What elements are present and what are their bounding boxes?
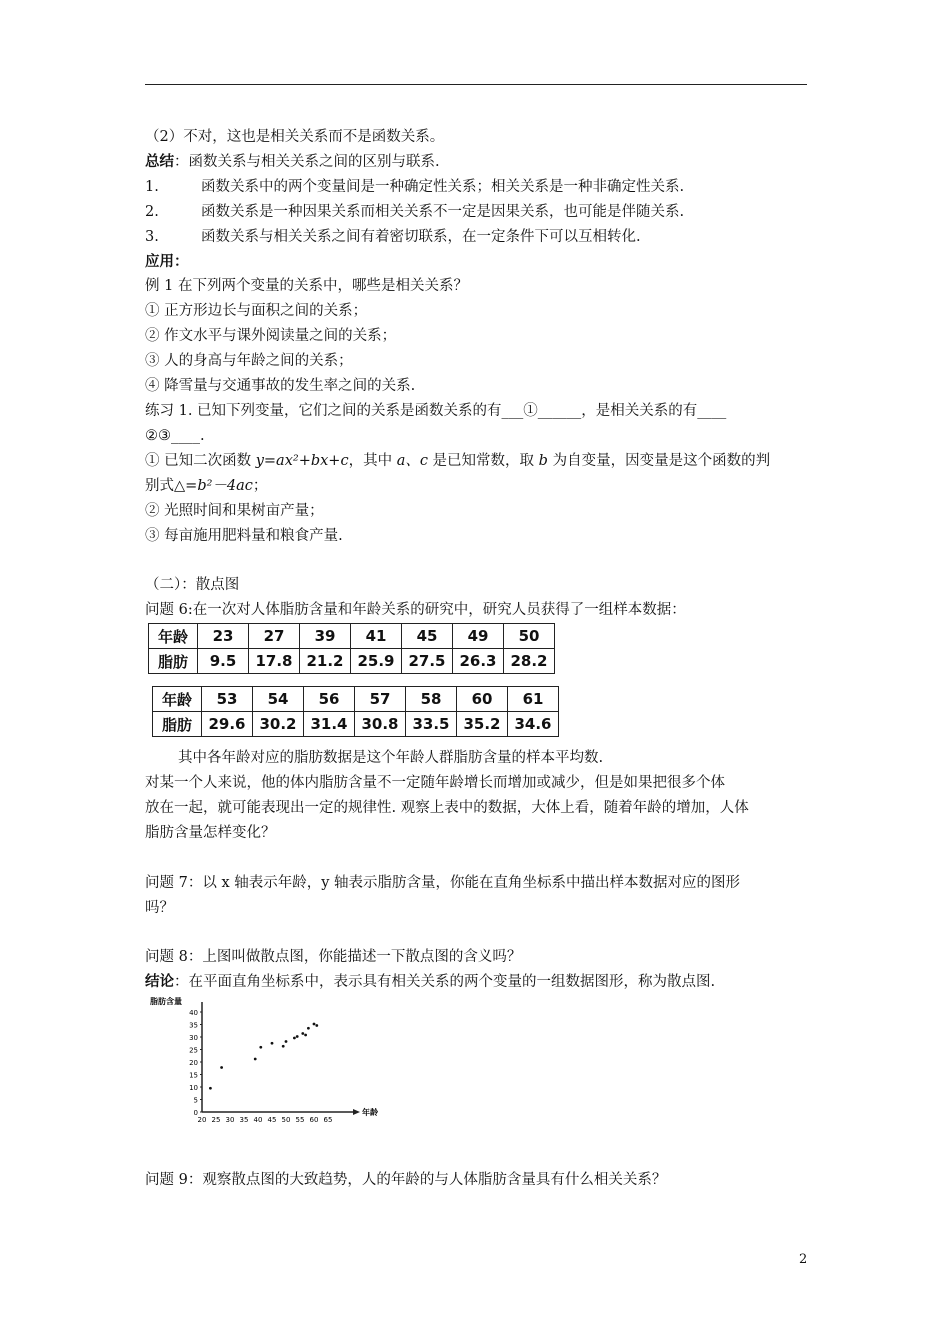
math-variable: b: [538, 453, 548, 469]
y-tick-label: 35: [189, 1021, 198, 1030]
item-text: 函数关系与相关关系之间有着密切联系，在一定条件下可以互相转化.: [201, 229, 641, 245]
data-point: [304, 1034, 307, 1037]
question-7-cont: 吗？: [145, 900, 174, 916]
x-tick-label: 50: [281, 1116, 291, 1124]
table-cell: 9.5: [198, 649, 249, 674]
text: ，其中: [348, 453, 397, 469]
table-cell: 25.9: [351, 649, 402, 674]
practice-1-item-1: [145, 451, 770, 471]
item-text: 函数关系中的两个变量间是一种确定性关系；相关关系是一种非确定性关系.: [201, 179, 685, 195]
question-9: 问题 9：观察散点图的大致趋势，人的年龄的与人体脂肪含量具有什么相关关系？: [145, 1172, 667, 1188]
summary-item-2: [145, 202, 684, 222]
table-cell: 33.5: [406, 712, 457, 737]
table-cell: 30.8: [355, 712, 406, 737]
table-row-fat: [149, 649, 555, 674]
x-tick-label: 60: [309, 1116, 319, 1124]
math-function: y=ax²+bx+c: [255, 453, 349, 469]
y-tick-label: 20: [189, 1059, 198, 1067]
data-point: [293, 1037, 296, 1040]
note-line-3: 放在一起，就可能表现出一定的规律性. 观察上表中的数据，大体上看，随着年龄的增加，人体: [145, 800, 749, 816]
row-label: 脂肪: [153, 712, 202, 737]
x-tick-label: 65: [323, 1116, 333, 1124]
question-8: 问题 8：上图叫做散点图，你能描述一下散点图的含义吗？: [145, 949, 522, 965]
example-1: 例 1 在下列两个变量的关系中，哪些是相关关系？: [145, 278, 468, 294]
summary-item-1: [145, 177, 684, 197]
item-number: 2.: [145, 204, 159, 220]
data-table-1: [148, 623, 555, 674]
math-discriminant: b²－4ac: [197, 478, 253, 494]
data-point: [301, 1032, 304, 1035]
data-point: [282, 1045, 285, 1048]
answer-2: （2）不对，这也是相关关系而不是函数关系。: [145, 129, 445, 145]
table-cell: 31.4: [304, 712, 355, 737]
y-axis-label: 脂肪含量: [150, 997, 182, 1006]
table-cell: 27.5: [402, 649, 453, 674]
data-point: [307, 1027, 310, 1030]
table-cell: 41: [351, 624, 402, 649]
summary-item-3: [145, 227, 641, 247]
table-cell: 60: [457, 687, 508, 712]
table-cell: 26.3: [453, 649, 504, 674]
x-axis-label: 年龄: [362, 1108, 378, 1117]
x-tick-label: 40: [253, 1116, 263, 1124]
row-label: 脂肪: [149, 649, 198, 674]
example-1-option-b: ② 作文水平与课外阅读量之间的关系；: [145, 328, 397, 344]
table-cell: 61: [508, 687, 559, 712]
example-1-option-a: ① 正方形边长与面积之间的关系；: [145, 303, 368, 319]
conclusion-line: [145, 972, 715, 992]
table-cell: 17.8: [249, 649, 300, 674]
apply-label: 应用：: [145, 253, 189, 270]
conclusion-text: ：在平面直角坐标系中，表示具有相关关系的两个变量的一组数据图形，称为散点图.: [174, 974, 716, 990]
item-text: 函数关系是一种因果关系而相关关系不一定是因果关系，也可能是伴随关系.: [201, 204, 685, 220]
note-line-2: 对某一个人来说，他的体内脂肪含量不一定随年龄增长而增加或减少，但是如果把很多个体: [145, 775, 725, 791]
x-tick-label: 20: [197, 1116, 207, 1124]
table-row-fat: [153, 712, 559, 737]
y-tick-label: 10: [189, 1084, 198, 1092]
table-cell: 39: [300, 624, 351, 649]
table-cell: 53: [202, 687, 253, 712]
y-tick-label: 25: [189, 1046, 198, 1055]
x-tick-label: 25: [211, 1116, 221, 1124]
section-scatter-title: （二）：散点图: [145, 577, 240, 593]
x-tick-label: 55: [295, 1116, 305, 1124]
question-7: 问题 7：以 x 轴表示年龄，y 轴表示脂肪含量，你能在直角坐标系中描出样本数据对应的图形: [145, 875, 741, 891]
practice-1-item-3: ③ 每亩施用肥料量和粮食产量.: [145, 528, 343, 544]
practice-1-answer: ②③____.: [145, 428, 205, 444]
summary-text: ：函数关系与相关关系之间的区别与联系.: [174, 154, 440, 170]
text: 别式△=: [145, 478, 198, 494]
summary-line: [145, 152, 440, 172]
data-point: [296, 1035, 299, 1038]
data-point: [285, 1040, 288, 1043]
text: ；: [252, 478, 268, 494]
table-cell: 49: [453, 624, 504, 649]
table-cell: 30.2: [253, 712, 304, 737]
table-cell: 23: [198, 624, 249, 649]
table-cell: 50: [504, 624, 555, 649]
data-point: [254, 1058, 257, 1061]
practice-1: 练习 1. 已知下列变量，它们之间的关系是函数关系的有___①______，是相关关系的有____: [145, 403, 727, 419]
table-cell: 56: [304, 687, 355, 712]
question-6: 问题 6:在一次对人体脂肪含量和年龄关系的研究中，研究人员获得了一组样本数据：: [145, 602, 686, 618]
table-cell: 21.2: [300, 649, 351, 674]
text: 是已知常数，取: [427, 453, 539, 469]
example-1-option-c: ③ 人的身高与年龄之间的关系；: [145, 353, 353, 369]
summary-label: 总结: [145, 153, 174, 170]
math-constants: a、c: [396, 453, 428, 469]
table-row-age: [153, 687, 559, 712]
conclusion-label: 结论: [145, 973, 174, 990]
x-tick-label: 35: [239, 1116, 249, 1124]
x-axis-arrow: [353, 1109, 360, 1115]
page-number: 2: [799, 1252, 808, 1267]
table-cell: 29.6: [202, 712, 253, 737]
row-label: 年龄: [149, 624, 198, 649]
data-point: [259, 1046, 262, 1049]
y-tick-label: 30: [189, 1034, 198, 1042]
row-label: 年龄: [153, 687, 202, 712]
data-table-2: [152, 686, 559, 737]
data-point: [271, 1042, 274, 1045]
table-cell: 28.2: [504, 649, 555, 674]
table-cell: 58: [406, 687, 457, 712]
item-number: 1.: [145, 179, 159, 195]
table-cell: 57: [355, 687, 406, 712]
table-cell: 34.6: [508, 712, 559, 737]
table-cell: 27: [249, 624, 300, 649]
y-tick-label: 5: [193, 1096, 198, 1105]
x-tick-label: 30: [225, 1116, 235, 1124]
y-tick-label: 40: [189, 1009, 198, 1017]
example-1-option-d: ④ 降雪量与交通事故的发生率之间的关系.: [145, 378, 416, 394]
data-point: [313, 1023, 316, 1026]
scatter-plot: [148, 996, 388, 1126]
practice-1-item-2: ② 光照时间和果树亩产量；: [145, 503, 324, 519]
data-point: [315, 1024, 318, 1027]
data-point: [209, 1087, 212, 1090]
practice-1-item-1-cont: [145, 476, 267, 496]
note-average: 其中各年龄对应的脂肪数据是这个年龄人群脂肪含量的样本平均数.: [178, 750, 604, 766]
text: ① 已知二次函数: [145, 453, 256, 469]
y-tick-label: 0: [193, 1109, 198, 1117]
table-cell: 54: [253, 687, 304, 712]
y-tick-label: 15: [189, 1071, 198, 1080]
x-tick-label: 45: [267, 1116, 277, 1124]
text: 为自变量，因变量是这个函数的判: [547, 453, 771, 469]
table-cell: 45: [402, 624, 453, 649]
item-number: 3.: [145, 229, 159, 245]
header-rule: [145, 84, 807, 85]
data-point: [220, 1066, 223, 1069]
table-cell: 35.2: [457, 712, 508, 737]
table-row-age: [149, 624, 555, 649]
note-line-4: 脂肪含量怎样变化？: [145, 825, 276, 841]
